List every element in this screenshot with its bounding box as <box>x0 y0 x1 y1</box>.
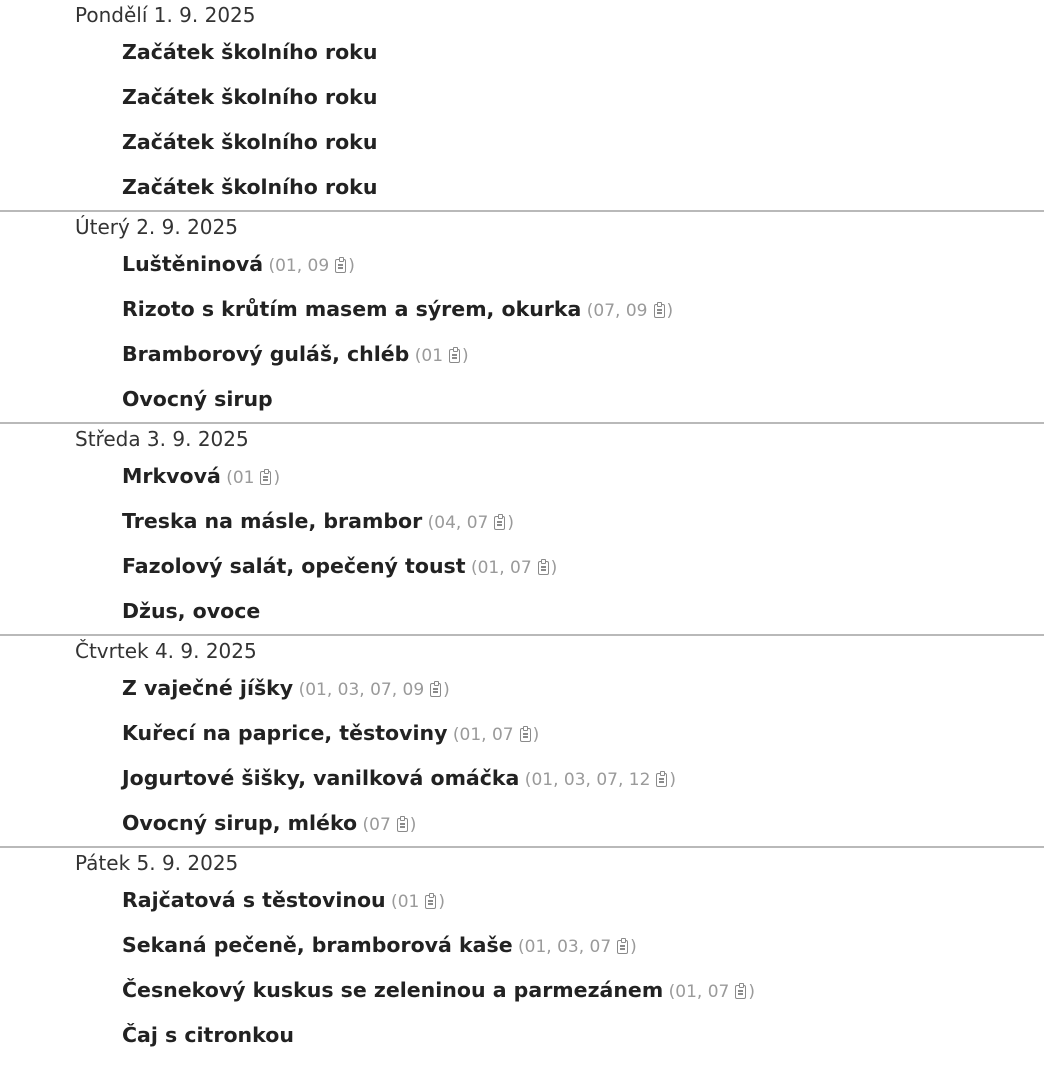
allergen-info: (01 ) <box>220 468 281 488</box>
meal-item <box>122 242 1044 287</box>
meal-name: Ovocný sirup <box>122 387 273 411</box>
meal-name: Čaj s citronkou <box>122 1023 294 1047</box>
allergen-info: (07 ) <box>357 815 417 835</box>
meal-name: Začátek školního roku <box>122 130 378 154</box>
day-date-heading: Pátek 5. 9. 2025 <box>75 851 239 875</box>
day-date-heading: Úterý 2. 9. 2025 <box>75 215 238 239</box>
day-date-heading: Čtvrtek 4. 9. 2025 <box>75 639 257 663</box>
meal-item <box>122 589 1044 634</box>
clipboard-icon[interactable] <box>654 304 665 318</box>
allergen-codes: 01, 03, 07 <box>524 937 612 957</box>
allergen-codes: 01 <box>232 468 255 488</box>
meal-name: Sekaná pečeně, bramborová kaše <box>122 933 513 957</box>
meal-name: Džus, ovoce <box>122 599 261 623</box>
meal-item <box>122 1013 1044 1058</box>
clipboard-icon[interactable] <box>656 773 667 787</box>
allergen-codes: 01, 07 <box>675 982 730 1002</box>
meal-item <box>122 801 1044 846</box>
meal-item <box>122 878 1044 923</box>
allergen-info: (01, 03, 07, 09 ) <box>293 680 450 700</box>
meal-item <box>122 544 1044 589</box>
meal-item <box>122 454 1044 499</box>
allergen-codes: 01, 07 <box>477 558 532 578</box>
clipboard-icon[interactable] <box>397 818 408 832</box>
day-section <box>0 0 1044 210</box>
clipboard-icon[interactable] <box>617 940 628 954</box>
allergen-codes: 04, 07 <box>434 513 489 533</box>
meal-item <box>122 499 1044 544</box>
allergen-info: (01, 07 ) <box>465 558 558 578</box>
meal-name: Česnekový kuskus se zeleninou a parmezánem <box>122 978 664 1002</box>
clipboard-icon[interactable] <box>335 259 346 273</box>
allergen-info: (07, 09 ) <box>581 301 674 321</box>
meal-name: Začátek školního roku <box>122 85 378 109</box>
meal-item <box>122 165 1044 210</box>
clipboard-icon[interactable] <box>430 683 441 697</box>
meal-name: Rajčatová s těstovinou <box>122 888 386 912</box>
meal-name: Fazolový salát, opečený toust <box>122 554 466 578</box>
meal-name: Začátek školního roku <box>122 40 378 64</box>
meal-item <box>122 332 1044 377</box>
day-section <box>0 422 1044 634</box>
meal-item <box>122 120 1044 165</box>
clipboard-icon[interactable] <box>520 728 531 742</box>
meal-name: Mrkvová <box>122 464 221 488</box>
allergen-codes: 01, 03, 07, 09 <box>305 680 425 700</box>
clipboard-icon[interactable] <box>494 516 505 530</box>
meal-item <box>122 756 1044 801</box>
allergen-info: (01, 09 ) <box>263 256 355 276</box>
allergen-codes: 07, 09 <box>593 301 648 321</box>
meal-item <box>122 968 1044 1013</box>
meal-name: Bramborový guláš, chléb <box>122 342 410 366</box>
allergen-info: (01 ) <box>385 892 445 912</box>
allergen-codes: 01 <box>397 892 420 912</box>
allergen-info: (01, 07 ) <box>447 725 540 745</box>
day-date-heading: Středa 3. 9. 2025 <box>75 427 249 451</box>
meal-name: Treska na másle, brambor <box>122 509 423 533</box>
meal-item <box>122 666 1044 711</box>
meal-name: Ovocný sirup, mléko <box>122 811 358 835</box>
meal-item <box>122 377 1044 422</box>
meal-name: Z vaječné jíšky <box>122 676 294 700</box>
meal-item <box>122 30 1044 75</box>
meal-item <box>122 287 1044 332</box>
allergen-info: (01 ) <box>409 346 469 366</box>
clipboard-icon[interactable] <box>260 471 271 485</box>
meal-name: Kuřecí na paprice, těstoviny <box>122 721 448 745</box>
day-section <box>0 846 1044 1058</box>
day-date-heading: Pondělí 1. 9. 2025 <box>75 3 256 27</box>
clipboard-icon[interactable] <box>449 349 460 363</box>
day-section <box>0 634 1044 846</box>
day-section <box>0 210 1044 422</box>
meal-name: Začátek školního roku <box>122 175 378 199</box>
allergen-info: (04, 07 ) <box>422 513 514 533</box>
allergen-info: (01, 03, 07, 12 ) <box>519 770 677 790</box>
allergen-codes: 01 <box>421 346 444 366</box>
meal-name: Rizoto s krůtím masem a sýrem, okurka <box>122 297 582 321</box>
meal-name: Luštěninová <box>122 252 264 276</box>
meal-item <box>122 75 1044 120</box>
clipboard-icon[interactable] <box>538 561 549 575</box>
allergen-info: (01, 03, 07 ) <box>512 937 637 957</box>
allergen-codes: 01, 03, 07, 12 <box>531 770 651 790</box>
clipboard-icon[interactable] <box>735 985 746 999</box>
meal-item <box>122 711 1044 756</box>
clipboard-icon[interactable] <box>425 895 436 909</box>
allergen-codes: 01, 09 <box>275 256 330 276</box>
allergen-codes: 01, 07 <box>459 725 514 745</box>
allergen-info: (01, 07 ) <box>663 982 755 1002</box>
meal-name: Jogurtové šišky, vanilková omáčka <box>122 766 520 790</box>
allergen-codes: 07 <box>369 815 391 835</box>
meal-item <box>122 923 1044 968</box>
